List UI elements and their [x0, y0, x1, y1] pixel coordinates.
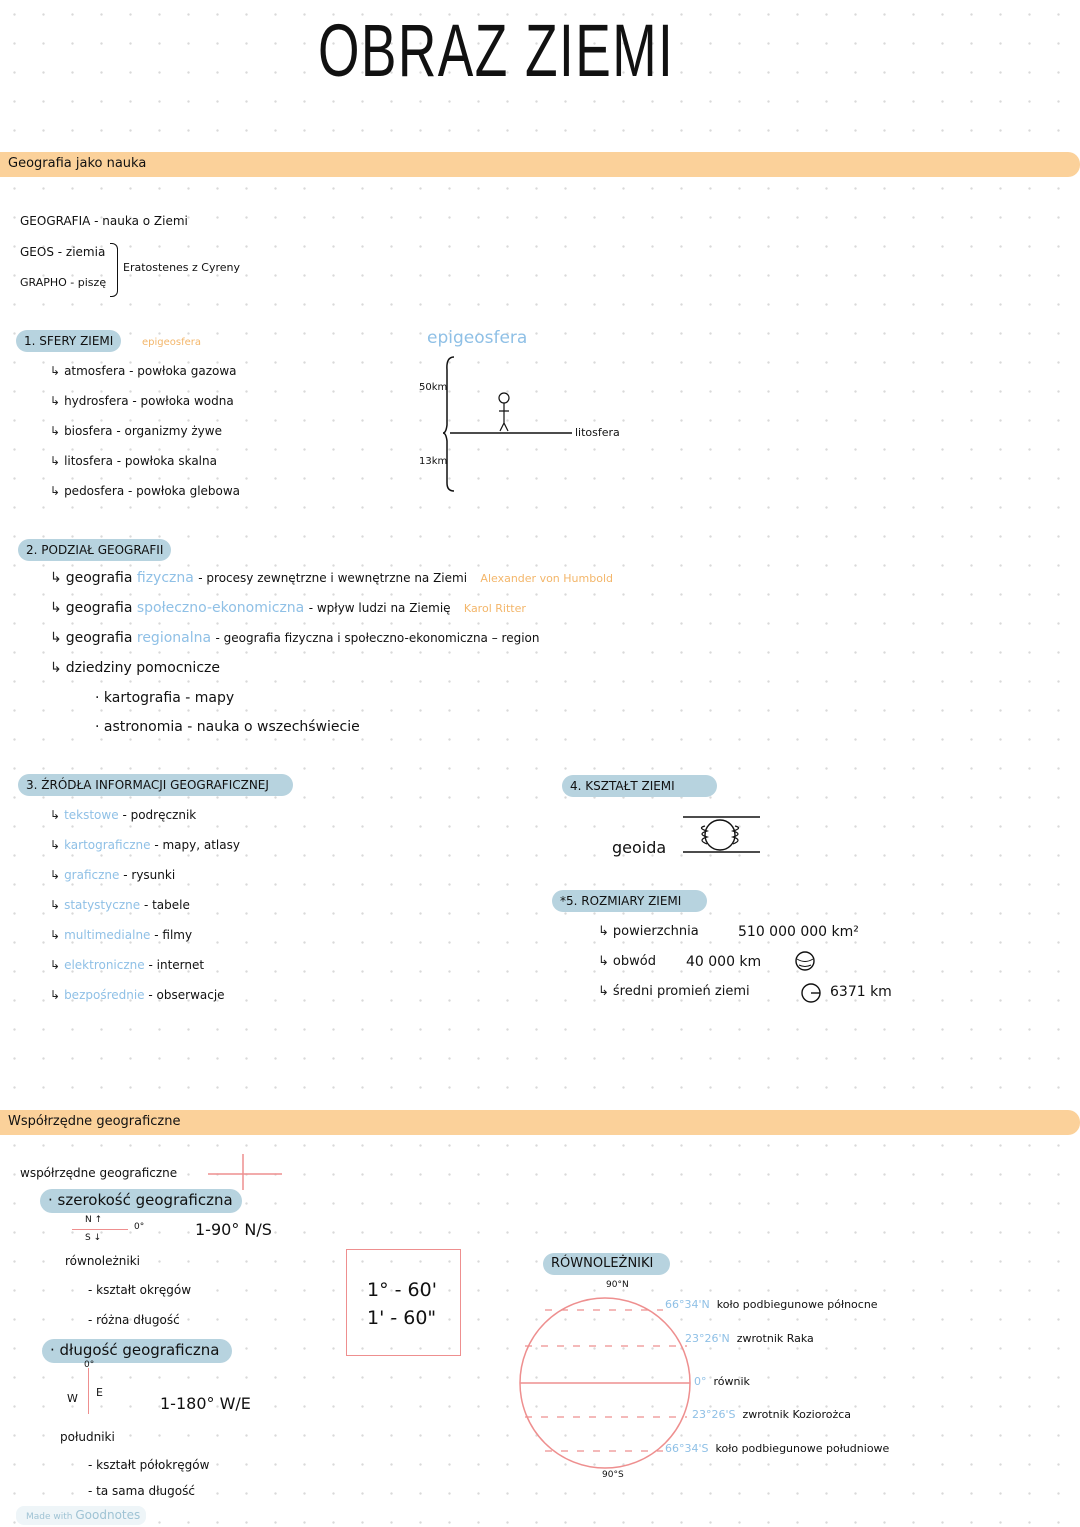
diagram-down: 13km: [419, 456, 448, 467]
source-item: ↳ kartograficzne - mapy, atlasy: [50, 838, 240, 852]
diagram-line-label: litosfera: [575, 426, 620, 439]
geoid-label: geoida: [612, 838, 667, 857]
source-item: ↳ tekstowe - podręcznik: [50, 808, 197, 822]
pill-parallels: RÓWNOLEŻNIKI: [543, 1253, 670, 1275]
lat-prop: - różna długość: [88, 1313, 180, 1327]
sphere-item: ↳ litosfera - powłoka skalna: [50, 454, 217, 468]
page-title: OBRAZ ZIEMI: [318, 9, 675, 92]
lon-name: południki: [60, 1430, 115, 1444]
section-bar-coordinates: [0, 1110, 1080, 1135]
size-item: ↳ obwód: [598, 954, 656, 969]
geos: GEOS - ziemia: [20, 245, 106, 259]
parallel-label: 0° równik: [694, 1375, 750, 1388]
lon-range: 1-180° W/E: [160, 1394, 251, 1413]
lat-range: 1-90° N/S: [195, 1220, 272, 1239]
source-item: ↳ elektroniczne - internet: [50, 958, 205, 972]
division-item: ↳ geografia społeczno-ekonomiczna - wpływ ludzi na Ziemię Karol Ritter: [50, 600, 526, 616]
pill-division: 2. PODZIAŁ GEOGRAFII: [18, 539, 171, 561]
aux-item: · astronomia - nauka o wszechświecie: [95, 719, 360, 735]
diagram-title: epigeosfera: [427, 328, 528, 348]
size-value: 510 000 000 km²: [738, 924, 859, 940]
lat-prop: - kształt okręgów: [88, 1283, 192, 1297]
definition: GEOGRAFIA - nauka o Ziemi: [20, 214, 188, 228]
north-pole-label: 90°N: [606, 1280, 629, 1290]
sphere-item: ↳ atmosfera - powłoka gazowa: [50, 364, 237, 378]
lat-north: N ↑: [85, 1215, 103, 1225]
diagram-up: 50km: [419, 382, 448, 393]
radius-icon: [800, 982, 824, 1004]
size-value: 6371 km: [830, 984, 892, 1000]
pill-note: epigeosfera: [142, 337, 202, 348]
lon-west: W: [67, 1392, 78, 1405]
pill-spheres: 1. SFERY ZIEMI: [16, 330, 121, 352]
size-value: 40 000 km: [686, 954, 762, 970]
lat-line: [72, 1229, 128, 1230]
lon-line: [88, 1368, 89, 1414]
size-item: ↳ powierzchnia: [598, 924, 699, 939]
aux-item: · kartografia - mapy: [95, 690, 235, 706]
epigeosphere-diagram: [440, 355, 590, 495]
parallel-label: 66°34'N koło podbiegunowe północne: [665, 1298, 878, 1311]
conversion-minute: 1' - 60": [367, 1307, 437, 1329]
aux-heading: ↳ dziedziny pomocnicze: [50, 660, 220, 676]
pill-shape: 4. KSZTAŁT ZIEMI: [562, 775, 717, 797]
source-item: ↳ graficzne - rysunki: [50, 868, 176, 882]
eratostenes: Eratostenes z Cyreny: [123, 261, 241, 274]
division-item: ↳ geografia fizyczna - procesy zewnętrzne i wewnętrzne na Ziemi Alexander von Humbold: [50, 570, 613, 586]
sphere-item: ↳ hydrosfera - powłoka wodna: [50, 394, 234, 408]
sphere-item: ↳ pedosfera - powłoka glebowa: [50, 484, 241, 498]
conversion-degree: 1° - 60': [367, 1279, 437, 1301]
parallel-label: 23°26'N zwrotnik Raka: [685, 1332, 814, 1345]
section-title: Geografia jako nauka: [8, 156, 147, 171]
section-title: Współrzędne geograficzne: [8, 1114, 181, 1129]
source-item: ↳ multimedialne - filmy: [50, 928, 193, 942]
sphere-item: ↳ biosfera - organizmy żywe: [50, 424, 222, 438]
geoid-icon: [682, 814, 762, 856]
lat-south: S ↓: [85, 1233, 102, 1243]
grapho: GRAPHO - piszę: [20, 276, 107, 289]
lat-zero: 0°: [134, 1222, 145, 1232]
lat-name: równoleżniki: [65, 1254, 141, 1268]
pill-sizes: *5. ROZMIARY ZIEMI: [552, 890, 707, 912]
parallel-label: 23°26'S zwrotnik Koziorożca: [692, 1408, 852, 1421]
brace: [110, 243, 118, 297]
pill-latitude: · szerokość geograficzna: [40, 1189, 242, 1213]
conversion-box: [346, 1249, 461, 1356]
pill-longitude: · długość geograficzna: [42, 1339, 232, 1363]
section-bar-geography: [0, 152, 1080, 177]
lon-zero: 0°: [84, 1360, 95, 1370]
goodnotes-watermark: Made with Goodnotes: [16, 1506, 146, 1525]
source-item: ↳ statystyczne - tabele: [50, 898, 190, 912]
lon-prop: - ta sama długość: [88, 1484, 195, 1498]
globe-circumference-icon: [794, 950, 818, 972]
coords-heading: współrzędne geograficzne: [20, 1166, 178, 1180]
lon-east: E: [96, 1386, 103, 1399]
cross-icon: [205, 1152, 285, 1192]
parallel-label: 66°34'S koło podbiegunowe południowe: [665, 1442, 890, 1455]
source-item: ↳ bezpośrednie - obserwacje: [50, 988, 225, 1002]
pill-sources: 3. ŹRÓDŁA INFORMACJI GEOGRAFICZNEJ: [18, 774, 293, 796]
south-pole-label: 90°S: [602, 1470, 624, 1480]
lon-prop: - kształt półokręgów: [88, 1458, 210, 1472]
size-item: ↳ średni promień ziemi: [598, 984, 750, 999]
division-item: ↳ geografia regionalna - geografia fizyczna i społeczno-ekonomiczna – region: [50, 630, 540, 646]
